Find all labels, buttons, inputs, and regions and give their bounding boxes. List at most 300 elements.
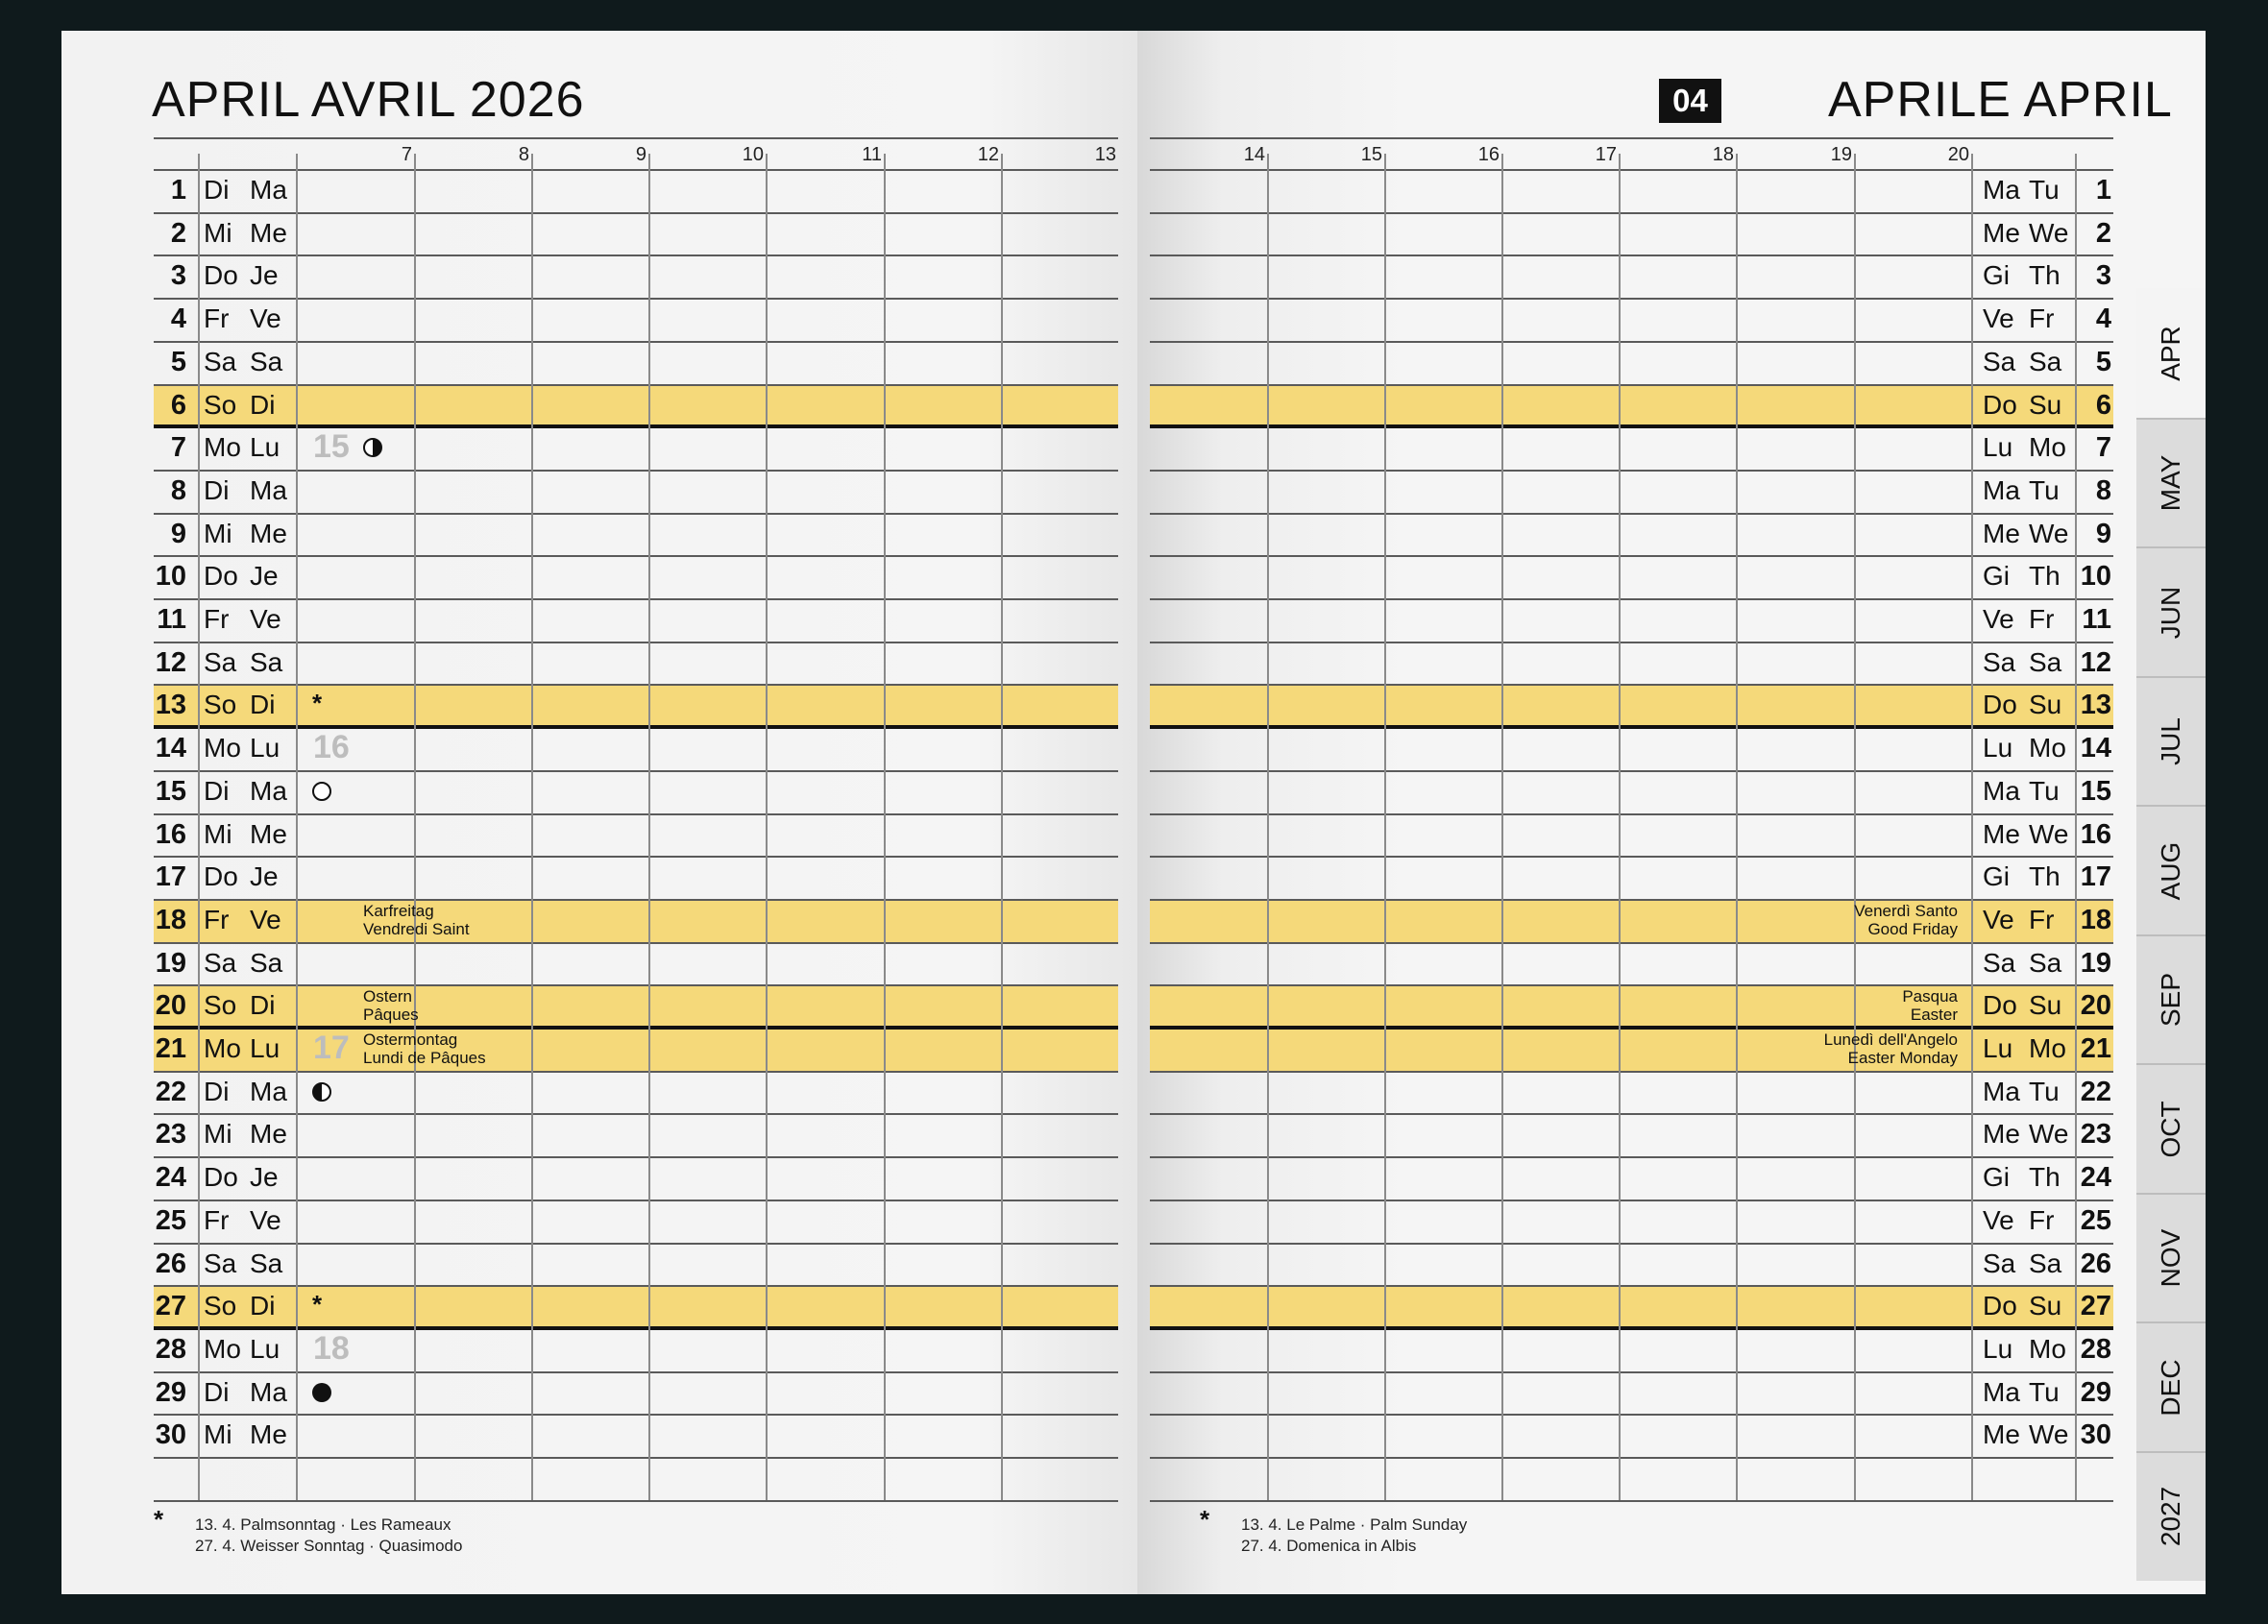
day-number-right: 4 — [2095, 303, 2111, 335]
weekday-de: Fr — [204, 904, 230, 934]
holiday-line: Ostermontag — [363, 1030, 458, 1049]
row-line-right — [1150, 1500, 2113, 1502]
weekday-fr: Lu — [250, 1033, 280, 1063]
footnote-left — [195, 1515, 462, 1557]
row-line-right — [1150, 1200, 2113, 1201]
tab-label: JUL — [2156, 717, 2185, 765]
weekday-en: Tu — [2029, 474, 2060, 505]
weekday-fr: Ve — [250, 1204, 281, 1235]
day-number-right: 11 — [2082, 604, 2111, 635]
hour-label-13: 13 — [1094, 144, 1116, 165]
holiday-name-left — [363, 987, 419, 1024]
holiday-band-right — [1150, 984, 2113, 1028]
holiday-line: Pâques — [363, 1006, 419, 1025]
day-number-right: 24 — [2080, 1162, 2111, 1194]
row-line-right — [1150, 555, 2113, 557]
holiday-band-left — [154, 899, 1118, 942]
weekday-it: Ve — [1983, 303, 2014, 334]
hour-label-9: 9 — [635, 144, 646, 165]
left-page-title: APRIL AVRIL 2026 — [152, 72, 585, 128]
weekday-en: Sa — [2029, 1248, 2062, 1278]
weekday-de: Mi — [204, 217, 232, 248]
tab-label: 2027 — [2156, 1486, 2185, 1547]
row-line-right — [1150, 212, 2113, 214]
weekday-it: Sa — [1983, 1248, 2016, 1278]
weekday-de: Di — [204, 775, 230, 806]
weekday-de: Di — [204, 175, 230, 205]
day-number-left: 12 — [155, 646, 186, 678]
weekday-de: Mi — [204, 518, 232, 548]
hour-label-18: 18 — [1712, 144, 1734, 165]
week-number: 16 — [313, 729, 350, 766]
weekday-it: Sa — [1983, 947, 2016, 978]
tab-jun[interactable] — [2136, 546, 2206, 676]
day-number-left: 8 — [170, 474, 186, 506]
day-number-left: 23 — [155, 1119, 186, 1151]
day-number-left: 22 — [155, 1076, 186, 1107]
day-number-left: 26 — [155, 1248, 186, 1279]
week-number: 17 — [313, 1030, 350, 1066]
day-number-right: 2 — [2095, 217, 2111, 249]
weekday-fr: Ma — [250, 775, 287, 806]
day-number-right: 28 — [2080, 1333, 2111, 1365]
holiday-name-left — [363, 1030, 486, 1067]
holiday-line: Pasqua — [1902, 987, 1958, 1006]
weekday-en: We — [2029, 818, 2069, 849]
weekday-fr: Sa — [250, 1248, 283, 1278]
weekday-de: Di — [204, 1376, 230, 1407]
row-line-right — [1150, 298, 2113, 300]
row-line-left — [154, 813, 1118, 815]
moon-full-icon — [312, 782, 331, 801]
week-number: 18 — [313, 1329, 350, 1367]
weekday-fr: Me — [250, 1419, 287, 1450]
day-number-right: 23 — [2080, 1119, 2111, 1151]
footnote-left-line-2: 27. 4. Weisser Sonntag · Quasimodo — [195, 1537, 463, 1555]
day-number-right: 14 — [2080, 733, 2111, 764]
weekday-de: So — [204, 389, 237, 420]
row-line-left — [154, 298, 1118, 300]
holiday-band-right — [1150, 1285, 2113, 1328]
tab-aug[interactable] — [2136, 805, 2206, 934]
column-line-left — [884, 154, 886, 1500]
week-separator-right — [1150, 1026, 2113, 1030]
column-line-left — [766, 154, 768, 1500]
week-separator-left — [154, 1026, 1118, 1030]
weekday-de: Mi — [204, 1119, 232, 1150]
day-number-right: 16 — [2080, 818, 2111, 850]
row-line-right — [1150, 1243, 2113, 1245]
row-line-right — [1150, 598, 2113, 600]
weekday-fr: Me — [250, 1119, 287, 1150]
column-line-right — [1619, 154, 1621, 1500]
weekday-de: Do — [204, 260, 238, 291]
day-number-left: 7 — [170, 432, 186, 464]
row-line-right — [1150, 169, 2113, 171]
day-number-left: 18 — [155, 904, 186, 935]
week-number: 15 — [313, 428, 350, 466]
holiday-line: Good Friday — [1867, 919, 1958, 938]
hour-label-15: 15 — [1360, 144, 1382, 165]
day-number-right: 5 — [2095, 346, 2111, 377]
weekday-it: Lu — [1983, 432, 2013, 463]
row-line-left — [154, 341, 1118, 343]
weekday-fr: Di — [250, 990, 276, 1021]
day-number-right: 25 — [2080, 1204, 2111, 1236]
footnote-left-asterisk: * — [154, 1505, 164, 1534]
tab-apr[interactable] — [2136, 288, 2206, 418]
hour-label-19: 19 — [1830, 144, 1852, 165]
weekday-fr: Je — [250, 561, 279, 592]
row-line-right — [1150, 1113, 2113, 1115]
holiday-band-left — [154, 1285, 1118, 1328]
weekday-fr: Me — [250, 518, 287, 548]
day-number-right: 18 — [2080, 904, 2111, 935]
weekday-en: Fr — [2029, 904, 2055, 934]
weekday-fr: Ma — [250, 474, 287, 505]
row-line-left — [154, 513, 1118, 515]
weekday-en: Mo — [2029, 733, 2066, 764]
day-number-right: 7 — [2095, 432, 2111, 464]
row-line-left — [154, 169, 1118, 171]
holiday-name-left — [363, 902, 470, 938]
weekday-en: Tu — [2029, 1076, 2060, 1106]
weekday-en: Th — [2029, 861, 2061, 892]
weekday-it: Me — [1983, 1119, 2020, 1150]
row-line-left — [154, 1500, 1118, 1502]
weekday-en: Tu — [2029, 775, 2060, 806]
tab-may[interactable] — [2136, 418, 2206, 547]
weekday-fr: Ma — [250, 1076, 287, 1106]
tab-label: JUN — [2156, 586, 2185, 639]
tab-oct[interactable] — [2136, 1063, 2206, 1193]
row-line-left — [154, 642, 1118, 643]
footnote-right — [1241, 1515, 1467, 1557]
footnote-left-line-1: 13. 4. Palmsonntag · Les Rameaux — [195, 1515, 451, 1534]
day-number-right: 27 — [2080, 1291, 2111, 1322]
row-line-right — [1150, 513, 2113, 515]
weekday-fr: Di — [250, 1291, 276, 1321]
row-line-left — [154, 984, 1118, 986]
tab-label: AUG — [2156, 841, 2185, 900]
holiday-line: Ostern — [363, 987, 413, 1006]
holiday-line: Vendredi Saint — [363, 919, 470, 938]
hour-label-10: 10 — [742, 144, 764, 165]
weekday-it: Ma — [1983, 474, 2020, 505]
weekday-en: Fr — [2029, 1204, 2055, 1235]
row-line-right — [1150, 255, 2113, 256]
holiday-band-right — [1150, 1028, 2113, 1071]
day-number-right: 21 — [2080, 1033, 2111, 1064]
column-line-right — [1267, 154, 1269, 1500]
day-number-left: 19 — [155, 947, 186, 979]
day-number-right: 17 — [2080, 861, 2111, 893]
weekday-de: Sa — [204, 646, 237, 677]
header-rule-right — [1150, 137, 2113, 139]
weekday-en: Su — [2029, 690, 2062, 720]
weekday-en: Sa — [2029, 646, 2062, 677]
weekday-it: Ma — [1983, 775, 2020, 806]
weekday-fr: Me — [250, 217, 287, 248]
weekday-it: Ve — [1983, 904, 2014, 934]
row-line-left — [154, 856, 1118, 858]
row-line-left — [154, 1156, 1118, 1158]
day-number-right: 1 — [2095, 175, 2111, 206]
weekday-en: Sa — [2029, 947, 2062, 978]
row-line-left — [154, 255, 1118, 256]
column-line-left — [198, 154, 200, 1500]
holiday-band-left — [154, 1028, 1118, 1071]
weekday-en: Sa — [2029, 346, 2062, 376]
row-line-left — [154, 212, 1118, 214]
weekday-de: So — [204, 690, 237, 720]
footnote-right-asterisk: * — [1200, 1505, 1210, 1534]
weekday-it: Sa — [1983, 646, 2016, 677]
row-line-right — [1150, 1156, 2113, 1158]
column-line-left — [414, 154, 416, 1500]
day-number-left: 4 — [170, 303, 186, 335]
weekday-de: Do — [204, 561, 238, 592]
day-number-left: 11 — [157, 604, 186, 635]
week-separator-left — [154, 725, 1118, 729]
row-line-right — [1150, 984, 2113, 986]
day-number-right: 12 — [2080, 646, 2111, 678]
holiday-line: Lundi de Pâques — [363, 1049, 486, 1067]
holiday-line: Easter — [1910, 1006, 1958, 1025]
row-line-left — [154, 1243, 1118, 1245]
week-separator-right — [1150, 1326, 2113, 1330]
row-line-left — [154, 942, 1118, 944]
hour-label-14: 14 — [1243, 144, 1265, 165]
row-line-right — [1150, 1371, 2113, 1373]
day-number-right: 20 — [2080, 990, 2111, 1022]
holiday-band-left — [154, 384, 1118, 427]
day-number-left: 16 — [155, 818, 186, 850]
day-number-right: 10 — [2080, 561, 2111, 593]
weekday-fr: Me — [250, 818, 287, 849]
weekday-fr: Lu — [250, 733, 280, 764]
tab-2027[interactable] — [2136, 1451, 2206, 1581]
weekday-fr: Je — [250, 260, 279, 291]
row-line-left — [154, 470, 1118, 472]
weekday-fr: Lu — [250, 432, 280, 463]
row-line-left — [154, 1371, 1118, 1373]
weekday-de: Mo — [204, 733, 241, 764]
weekday-fr: Ma — [250, 175, 287, 205]
weekday-de: Fr — [204, 604, 230, 634]
tab-label: APR — [2156, 325, 2185, 381]
weekday-de: Sa — [204, 947, 237, 978]
holiday-band-right — [1150, 384, 2113, 427]
weekday-en: Mo — [2029, 1333, 2066, 1364]
holiday-line: Karfreitag — [363, 901, 434, 920]
day-number-left: 14 — [155, 733, 186, 764]
weekday-en: Fr — [2029, 604, 2055, 634]
weekday-de: Mo — [204, 1033, 241, 1063]
day-number-right: 3 — [2095, 260, 2111, 292]
weekday-en: Mo — [2029, 1033, 2066, 1063]
right-page-title: APRILE APRIL — [1828, 72, 2173, 128]
row-line-right — [1150, 899, 2113, 901]
column-line-right — [1854, 154, 1856, 1500]
hour-label-12: 12 — [977, 144, 999, 165]
weekday-it: Gi — [1983, 260, 2010, 291]
weekday-en: Fr — [2029, 303, 2055, 334]
row-line-right — [1150, 1071, 2113, 1073]
weekday-fr: Di — [250, 389, 276, 420]
footnote-right-line-1: 13. 4. Le Palme · Palm Sunday — [1241, 1515, 1468, 1534]
weekday-fr: Je — [250, 861, 279, 892]
weekday-de: Di — [204, 1076, 230, 1106]
week-separator-left — [154, 1326, 1118, 1330]
weekday-en: Tu — [2029, 175, 2060, 205]
weekday-fr: Ve — [250, 904, 281, 934]
weekday-en: We — [2029, 1419, 2069, 1450]
weekday-de: Fr — [204, 303, 230, 334]
column-line-left — [296, 154, 298, 1500]
weekday-it: Me — [1983, 217, 2020, 248]
day-number-left: 9 — [170, 518, 186, 549]
weekday-it: Do — [1983, 389, 2017, 420]
day-number-left: 6 — [170, 389, 186, 421]
day-number-left: 15 — [155, 775, 186, 807]
row-line-left — [154, 1457, 1118, 1459]
day-number-left: 1 — [170, 175, 186, 206]
tab-label: OCT — [2156, 1100, 2185, 1158]
day-number-left: 2 — [170, 217, 186, 249]
day-number-right: 29 — [2080, 1376, 2111, 1408]
row-line-left — [154, 1113, 1118, 1115]
weekday-de: Fr — [204, 1204, 230, 1235]
weekday-it: Sa — [1983, 346, 2016, 376]
row-line-right — [1150, 642, 2113, 643]
column-line-left — [648, 154, 650, 1500]
tab-label: NOV — [2156, 1228, 2185, 1288]
weekday-fr: Ve — [250, 303, 281, 334]
column-line-right — [1736, 154, 1738, 1500]
holiday-band-right — [1150, 899, 2113, 942]
weekday-de: Di — [204, 474, 230, 505]
day-number-left: 17 — [155, 861, 186, 893]
day-number-left: 21 — [155, 1033, 186, 1064]
week-separator-left — [154, 424, 1118, 428]
row-line-right — [1150, 341, 2113, 343]
weekday-it: Do — [1983, 1291, 2017, 1321]
row-line-right — [1150, 856, 2113, 858]
row-line-left — [154, 384, 1118, 386]
weekday-fr: Sa — [250, 646, 283, 677]
holiday-band-left — [154, 984, 1118, 1028]
moon-new-icon — [312, 1383, 331, 1402]
day-number-left: 27 — [155, 1291, 186, 1322]
moon-last-quarter-icon — [312, 1082, 331, 1102]
weekday-fr: Je — [250, 1162, 279, 1193]
day-number-left: 10 — [155, 561, 186, 593]
tab-dec[interactable] — [2136, 1321, 2206, 1451]
hour-label-20: 20 — [1947, 144, 1969, 165]
weekday-it: Ma — [1983, 175, 2020, 205]
weekday-it: Lu — [1983, 1333, 2013, 1364]
day-number-right: 22 — [2080, 1076, 2111, 1107]
hour-label-8: 8 — [518, 144, 529, 165]
weekday-fr: Ma — [250, 1376, 287, 1407]
weekday-it: Me — [1983, 818, 2020, 849]
day-number-right: 30 — [2080, 1419, 2111, 1451]
weekday-de: Mo — [204, 432, 241, 463]
tab-nov[interactable] — [2136, 1193, 2206, 1322]
day-number-left: 25 — [155, 1204, 186, 1236]
weekday-fr: Sa — [250, 947, 283, 978]
row-line-right — [1150, 1414, 2113, 1416]
row-line-right — [1150, 770, 2113, 772]
tab-sep[interactable] — [2136, 934, 2206, 1064]
weekday-en: Tu — [2029, 1376, 2060, 1407]
tab-jul[interactable] — [2136, 676, 2206, 806]
weekday-de: Do — [204, 861, 238, 892]
week-separator-right — [1150, 725, 2113, 729]
row-line-left — [154, 770, 1118, 772]
row-line-right — [1150, 942, 2113, 944]
day-number-right: 13 — [2080, 690, 2111, 721]
tab-label: DEC — [2156, 1358, 2185, 1417]
row-line-right — [1150, 384, 2113, 386]
day-number-left: 30 — [155, 1419, 186, 1451]
row-line-right — [1150, 470, 2113, 472]
column-line-left — [531, 154, 533, 1500]
hour-label-17: 17 — [1595, 144, 1617, 165]
hour-label-7: 7 — [401, 144, 412, 165]
tab-label: MAY — [2156, 454, 2185, 512]
weekday-en: Su — [2029, 1291, 2062, 1321]
hour-label-11: 11 — [862, 144, 882, 165]
holiday-line: Lunedì dell'Angelo — [1823, 1030, 1958, 1049]
row-line-left — [154, 1071, 1118, 1073]
weekday-fr: Di — [250, 690, 276, 720]
weekday-en: Th — [2029, 260, 2061, 291]
column-line-right — [1384, 154, 1386, 1500]
header-rule-left — [154, 137, 1118, 139]
weekday-fr: Lu — [250, 1333, 280, 1364]
row-line-left — [154, 1414, 1118, 1416]
column-line-right — [1501, 154, 1503, 1500]
day-number-right: 19 — [2080, 947, 2111, 979]
holiday-asterisk: * — [312, 1290, 323, 1320]
weekday-it: Do — [1983, 990, 2017, 1021]
weekday-de: Do — [204, 1162, 238, 1193]
holiday-band-right — [1150, 684, 2113, 727]
day-number-right: 8 — [2095, 474, 2111, 506]
weekday-it: Lu — [1983, 733, 2013, 764]
day-number-left: 24 — [155, 1162, 186, 1194]
weekday-de: Sa — [204, 346, 237, 376]
day-number-right: 6 — [2095, 389, 2111, 421]
day-number-right: 26 — [2080, 1248, 2111, 1279]
weekday-en: Th — [2029, 1162, 2061, 1193]
weekday-it: Ve — [1983, 604, 2014, 634]
row-line-left — [154, 899, 1118, 901]
weekday-en: Mo — [2029, 432, 2066, 463]
weekday-it: Ma — [1983, 1376, 2020, 1407]
weekday-en: We — [2029, 217, 2069, 248]
weekday-it: Do — [1983, 690, 2017, 720]
weekday-it: Gi — [1983, 561, 2010, 592]
month-number-badge: 04 — [1659, 79, 1721, 123]
weekday-en: Th — [2029, 561, 2061, 592]
row-line-left — [154, 1200, 1118, 1201]
day-number-right: 15 — [2080, 775, 2111, 807]
day-number-left: 20 — [155, 990, 186, 1022]
row-line-right — [1150, 684, 2113, 686]
